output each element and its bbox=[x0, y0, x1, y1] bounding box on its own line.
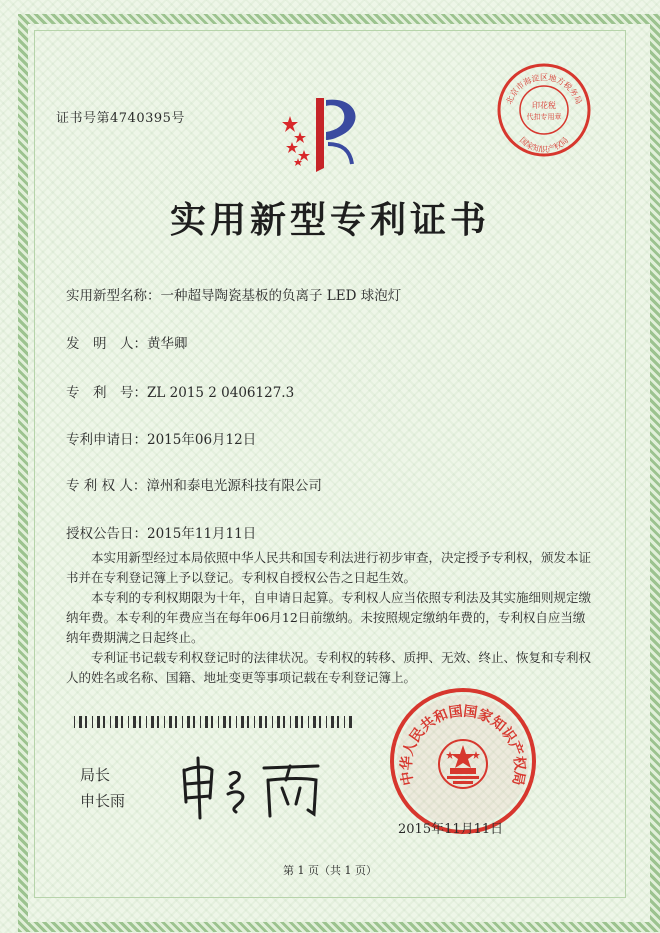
page-number: 第 1 页（共 1 页） bbox=[283, 864, 377, 877]
field-application-date bbox=[66, 428, 256, 448]
seal-text: 中华人民共和国国家知识产权局 bbox=[398, 703, 528, 787]
seal-text: 北京市海淀区地方税务局 bbox=[504, 73, 584, 106]
patent-office-logo bbox=[280, 88, 370, 178]
seal-text: 国家知识产权局 bbox=[517, 135, 571, 154]
field-label: 授权公告日： bbox=[66, 526, 147, 542]
body-paragraph: 本实用新型经过本局依照中华人民共和国专利法进行初步审查，决定授予专利权，颁发本证书并在专利登记簿上予以登记。专利权自授权公告之日起生效。 bbox=[66, 550, 592, 585]
tax-seal bbox=[496, 62, 592, 158]
field-value: 2015年11月11日 bbox=[147, 526, 257, 542]
field-label: 发 明 人： bbox=[66, 336, 147, 352]
field-value: ZL 2015 2 0406127.3 bbox=[147, 385, 295, 401]
field-utility-model-name bbox=[66, 284, 401, 304]
field-label: 专 利 号： bbox=[66, 385, 147, 401]
certificate-body bbox=[66, 548, 596, 688]
seal-text: 印花税 bbox=[532, 101, 556, 110]
field-label: 专 利 权 人： bbox=[66, 478, 147, 494]
state-ipo-seal bbox=[388, 686, 538, 836]
field-value: 黄华卿 bbox=[147, 336, 188, 352]
barcode bbox=[74, 716, 356, 728]
field-label: 专利申请日： bbox=[66, 432, 147, 448]
field-inventor bbox=[66, 332, 188, 352]
field-value: 漳州和泰电光源科技有限公司 bbox=[146, 478, 322, 494]
body-paragraph: 专利证书记载专利权登记时的法律状况。专利权的转移、质押、无效、终止、恢复和专利权人的姓名或名称、国籍、地址变更等事项记载在专利登记簿上。 bbox=[66, 650, 592, 685]
seal-text: 代扣专用章 bbox=[526, 113, 562, 121]
body-paragraph: 本专利的专利权期限为十年，自申请日起算。专利权人应当依照专利法及其实施细则规定缴纳年费。本专利的年费应当在每年06月12日前缴纳。未按照规定缴纳年费的，专利权自应当缴纳年费期满之日起终止。 bbox=[66, 590, 592, 645]
field-label: 实用新型名称： bbox=[66, 288, 161, 304]
certificate-number: 证书号第4740395号 bbox=[56, 111, 185, 126]
field-patentee bbox=[66, 474, 322, 494]
issue-date: 2015年11月11日 bbox=[398, 822, 504, 837]
certificate-title: 实用新型专利证书 bbox=[169, 199, 490, 241]
director-title: 局长 bbox=[80, 766, 111, 784]
director-signature bbox=[178, 752, 328, 822]
director-name: 申长雨 bbox=[80, 792, 126, 810]
field-grant-date bbox=[66, 522, 256, 542]
field-patent-number bbox=[66, 381, 294, 401]
field-value: 2015年06月12日 bbox=[147, 432, 257, 448]
field-value: 一种超导陶瓷基板的负离子 LED 球泡灯 bbox=[160, 288, 402, 304]
